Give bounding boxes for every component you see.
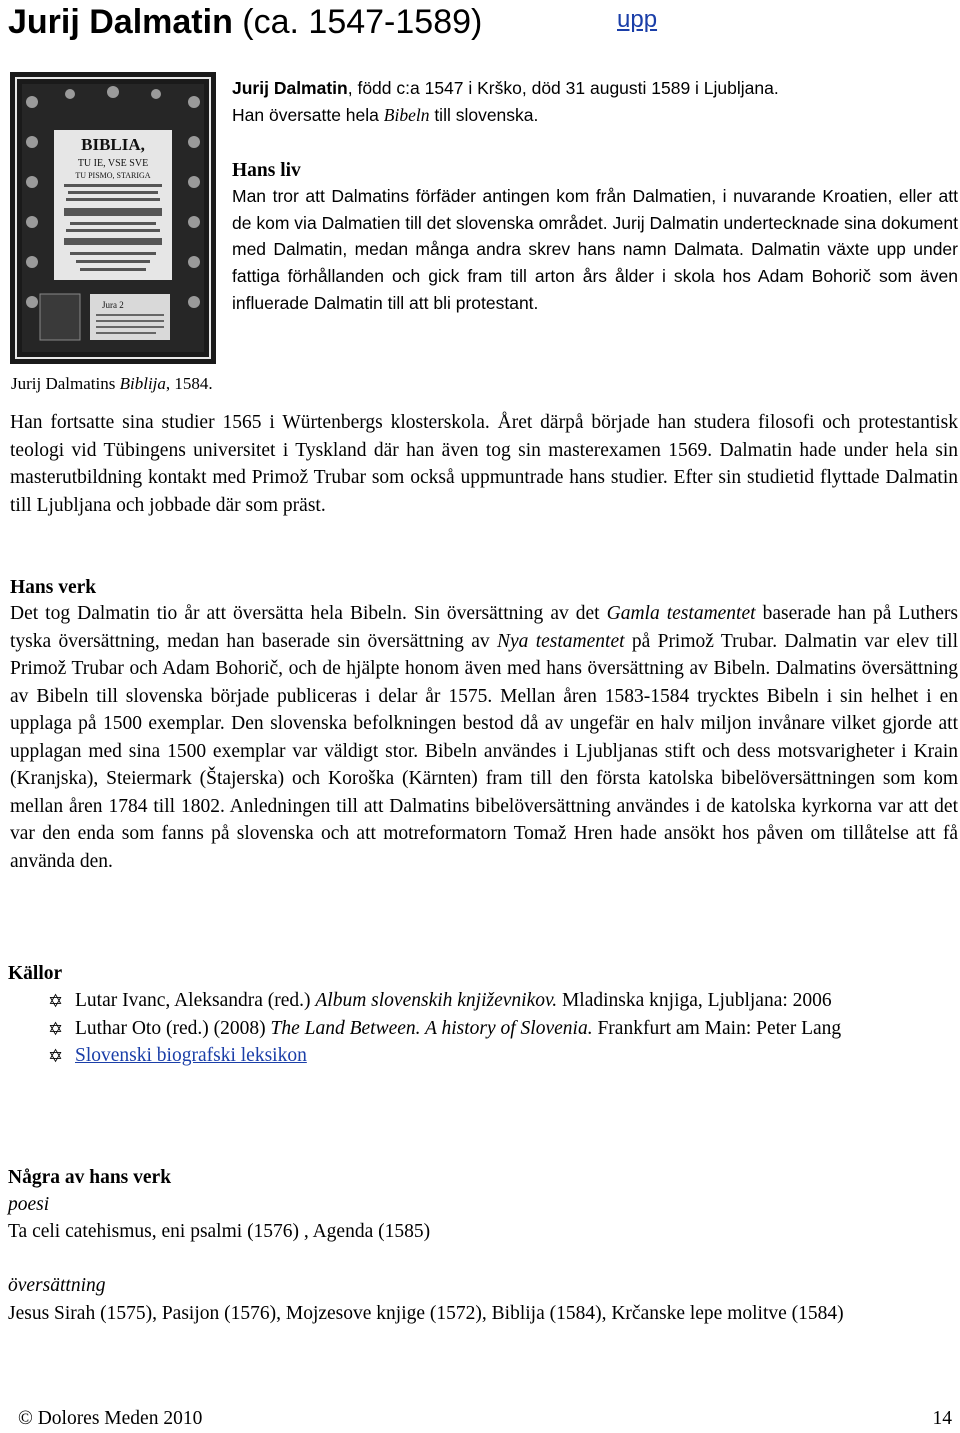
source-title: The Land Between. A history of Slovenia. bbox=[270, 1017, 593, 1039]
star-bullet-icon: ✡ bbox=[48, 1046, 64, 1067]
upp-link[interactable]: upp bbox=[617, 6, 658, 33]
footer-copyright: © Dolores Meden 2010 bbox=[18, 1408, 203, 1429]
sources-list bbox=[48, 987, 953, 1070]
verk-text-1: Det tog Dalmatin tio år att översätta hela Bibeln. Sin översättning av det bbox=[10, 603, 607, 624]
page-title bbox=[8, 0, 482, 44]
intro-paragraph bbox=[232, 75, 958, 128]
footer-page-number: 14 bbox=[932, 1408, 952, 1429]
source-item bbox=[48, 1015, 953, 1043]
verk-text-2: baserade han på Luthers tyska översättning, medan han baserade sin översättning av bbox=[10, 603, 958, 652]
star-bullet-icon: ✡ bbox=[48, 1018, 64, 1040]
source-text: Luthar Oto (red.) (2008) bbox=[75, 1017, 271, 1039]
intro-text-1: , född c:a 1547 i Krško, död 31 augusti 1589 i Ljubljana. bbox=[347, 78, 779, 98]
intro-bible: Bibeln bbox=[383, 104, 430, 125]
caption-year: , 1584. bbox=[165, 374, 213, 393]
title-dates: (ca. 1547-1589) bbox=[242, 3, 483, 41]
hans-verk-paragraph bbox=[10, 600, 958, 875]
biblija-cover-image bbox=[10, 72, 216, 364]
poesi-works: Ta celi catehismus, eni psalmi (1576) , Agenda (1585) bbox=[8, 1221, 431, 1242]
source-item bbox=[48, 987, 953, 1015]
verk-text-3: på Primož Trubar. Dalmatin var elev till Primož Trubar och Adam Bohorič, och de hjälpte honom även med hans översättning av Bibeln. Dalmatins översättning av Bibeln till slovenska började publiceras i delar år 1575. Mellan åren 1583-1584 trycktes Bibeln i sin helhet i en upplaga på 1500 exemplar. Den slovenska befolkningen bestod då av ungefär en halv miljon invånare vilket gjorde att upplagan med sina 1500 exemplar var väldigt stor. Bibeln användes i Ljubljanas stift och dess motsvarigheter i Krain (Kranjska), Steiermark (Štajerska) och Koroška (Kärnten) fram till den första katolska bibelöversättningen som kom mellan åren 1784 till 1802. Anledningen till att Dalmatins bibelöversättning användes i de katolska kyrkorna var att det var den enda som fanns på slovenska och att motreformatorn Tomaž Hren hade ansökt hos påven om tillåtelse att få använda den. bbox=[10, 630, 959, 872]
cover-line-2: TU IE, VSE SVE bbox=[77, 158, 149, 169]
title-name: Jurij Dalmatin bbox=[8, 3, 233, 41]
verk-gamla-testamentet: Gamla testamentet bbox=[606, 603, 756, 624]
source-link-slovenski-biografski-leksikon[interactable]: Slovenski biografski leksikon bbox=[75, 1045, 307, 1066]
cover-line-1: BIBLIA, bbox=[81, 135, 145, 154]
intro-name: Jurij Dalmatin bbox=[232, 78, 348, 98]
source-item bbox=[48, 1042, 953, 1070]
oversattning-works: Jesus Sirah (1575), Pasijon (1576), Mojzesove knjige (1572), Biblija (1584), Krčanske lepe molitve (1584) bbox=[8, 1303, 844, 1324]
oversattning-label: översättning bbox=[8, 1275, 106, 1296]
section-heading-kallor: Källor bbox=[8, 963, 63, 984]
cover-line-4: Jura 2 bbox=[102, 300, 124, 310]
caption-title: Biblija bbox=[119, 374, 166, 393]
cover-line-3: TU PISMO, STARIGA bbox=[75, 171, 151, 180]
star-bullet-icon: ✡ bbox=[48, 991, 64, 1012]
section-heading-hans-liv: Hans liv bbox=[232, 160, 301, 181]
hans-liv-paragraph: Man tror att Dalmatins förfäder antingen kom från Dalmatien, i nuvarande Kroatien, eller att de kom via Dalmatien till det slovenska området. Jurij Dalmatin undertecknade sina dokument med Dalmatin, medan många andra skrev hans namn Dalmata. Dalmatin växte upp under fattiga förhållanden och gick fram till arton års ålder i skola hos Adam Bohorič som även influerade Dalmatin till att bli protestant. bbox=[232, 186, 958, 313]
figure-caption bbox=[11, 372, 241, 396]
intro-text-2: Han översatte hela bbox=[232, 104, 384, 125]
verk-nya-testamentet: Nya testamentet bbox=[496, 630, 625, 652]
source-publisher: Frankfurt am Main: Peter Lang bbox=[592, 1017, 842, 1039]
section-heading-hans-verk: Hans verk bbox=[10, 577, 97, 598]
intro-text-3: till slovenska. bbox=[429, 104, 539, 125]
source-text: Lutar Ivanc, Aleksandra (red.) bbox=[75, 990, 316, 1011]
section-heading-nagra-verk: Några av hans verk bbox=[8, 1167, 172, 1188]
poesi-label: poesi bbox=[8, 1194, 50, 1215]
caption-text: Jurij Dalmatins bbox=[11, 374, 120, 393]
source-title: Album slovenskih književnikov. bbox=[315, 990, 558, 1011]
source-publisher: Mladinska knjiga, Ljubljana: 2006 bbox=[557, 990, 832, 1011]
biblija-cover-graphic bbox=[10, 72, 216, 364]
studier-paragraph: Han fortsatte sina studier 1565 i Würtenbergs klosterskola. Året därpå började han studera filosofi och protestantisk teologi vid Tübingens universitet i Tyskland där han även tog sin masterexamen 1569. Dalmatin hade under hela sin masterutbildning kontakt med Primož Trubar som också uppmuntrade hans studier. Efter sin studietid flyttade Dalmatin till Ljubljana och jobbade där som präst. bbox=[10, 412, 958, 516]
